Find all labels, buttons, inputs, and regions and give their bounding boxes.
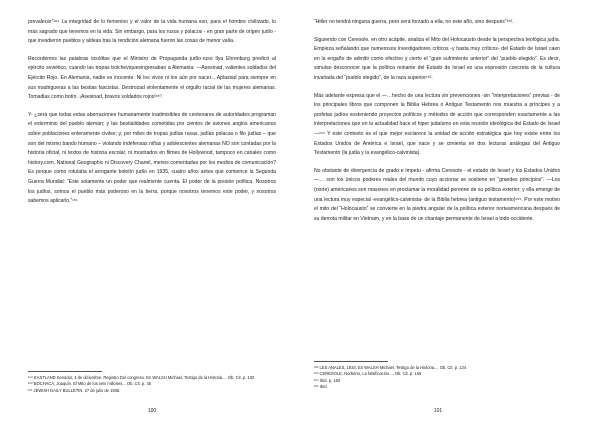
paragraph: Más adelante expresa que el —…hecho de una lectura sin prevenciones -sin “interpretaciones” previas - de los principales libros que componen la Biblia Hebrea o Antiguo Testamento nos muestra a príncipes y a profetas judíos sosteniendo proyectos políticos y métodos de acción que corresponden exactamente a las interpretaciones que en la actualidad hace el hiper judaísmo en esta reunión ideológica del Estado de Israel—¹⁵⁴ Y este contexto es el que mejor esclarece la unidad de acción estratégica que hoy existe entre los Estados Unidos de América e Israel, que nace y se cimienta en dos lecturas análogas del Antiguo Testamento (la judía y la evangélico-calvinista). — [314, 92, 560, 157]
footnote: ¹⁵⁵ Ibid. — [314, 384, 328, 390]
footnote: ¹⁵² LES ANALES, 1934. En WALSH Michael, Testigo de la Historia.... Ob. Cit. p. 134 — [314, 365, 467, 370]
footnote-divider — [314, 361, 388, 362]
paragraph: “Hitler no tendrá ninguna guerra, pero será forzado a ella, no este año, sino después”¹⁵². — [314, 19, 514, 25]
right-footnotes — [314, 365, 560, 391]
page-number: 101 — [433, 408, 443, 414]
paragraph: prevalecer”¹⁶⁹ La integridad de lo femenino y el valor de la vida humana son, para el hombre civilizado, lo más sagrado que tenemos en la vida. Sin embargo, para los rusos y polacos - en gran parte de origen judío - que invadieron pueblos y aldeas tras la rendición alemana fueron las cosas de menor valía. — [28, 19, 276, 45]
footnote: ¹⁵⁰ BOCHACA, Joaquín. El Mito de los seis millones... Ob. Cit. p. 45 — [28, 381, 152, 387]
paragraph: Siguiendo con Ceresole, en otro acápite, analiza el Mito del Holocausto desde la perspectiva teológica judía. Empieza señalando que numerosos investigadores críticos -y hasta muy críticos- del Estado de Israel caen en la engaño de admitir como efectivo y cierto el “gran sufrimiento anterior” del “pueblo elegido”. Es decir, simulan desconocer que la política reinante del Estado de Israel es una expresión concreta de la cultura invariada del “pueblo elegido”, de la raza superior¹⁵³. — [314, 36, 560, 81]
page-number: 100 — [147, 408, 157, 414]
footnote: ¹⁵⁴ Ibid. p. 184 — [314, 377, 341, 383]
left-body-text — [28, 18, 276, 215]
paragraph: Y- ¿será que todas estas aberraciones humanamente inadmisibles de centenares de autoridades programan el exterminio del pueblo alemán; y las bestialidades cometidas por cientos de aviones anglos americanos sobre poblaciones enteramente civiles; y, por miles de tropas judías rusas, judías polacas o filo judías – que son del mismo bando humano – violando indefensas niñas y adolescentes alemanas NO son contadas por la historia oficial, ni textos de historia escolar, ni mostrados en filmes de Hollywood, tampoco en canales como history.com, National Geographic ni Discovery Chanel, menos comentadas por los medios de comunicación? Es porque como rotulaba el arrogante boletín judío en 1935, cuatro años antes que comience la Segunda Guerra Mundial: “Este solamente un poder que realmente cuenta. El poder de la presión política. Nosotros los judíos, somos el pueblo más poderoso en la tierra, porque nosotros tenemos este poder, y nosotros sabemos aplicarlo.”¹⁵¹ — [28, 111, 276, 205]
footnote: ¹⁵³ CERESOLE, Norberto, La falsificación.... Ob. Cit. p. 166 — [314, 371, 422, 377]
footnote-divider — [28, 371, 102, 372]
footnote: ¹⁵¹ JEWISH DAILY BULLETIN, 27 de julio de 1935. — [28, 387, 121, 393]
right-page — [300, 0, 600, 424]
paragraph: Recordemos las palabras insólitas que el Ministro de Propaganda judío-ruso Ilya Ehrenburg predicó al ejército soviético, cuando las tropas bolcheviquesingresaban a Alemania: —Asesinad, valientes soldados del Ejército Rojo. En Alemania, nadie es inocente. Ni los vivos ni los aún por nacer... Aplastad para siempre en sus madrigueras a las bestias fascistas. Destrozad violentamente el orgullo racial de las mujeres alemanas. Tomadlas como botín. ¡Asesinad, bravos soldados rojos!¹⁵⁰. — [28, 55, 276, 101]
left-footnotes — [28, 375, 276, 394]
footnote: ¹⁴⁹ EASTLAND Senador, 4 de diciembre. Registro Del congreso. En WALSH Michael, Testigo de la Historia.... Ob. Cit. p. 132 — [28, 375, 255, 380]
paragraph: No obstante de divergencia de grado e ímpetu - afirma Ceresole - el estado de Israel y los Estados Unidos —… son los únicos poderes reales del mundo cuyo accionar se sostiene en “grandes principios”. —Los (norte) americanos son masones en proclamar la moralidad perenne de su política exterior; y ella emerge de una lectura muy especial -evangélico-calvinista- de la Biblia hebrea (antiguo testamento)¹⁵⁵. Por este motivo el mito del “Holocausto” se convierte en la piedra angular de la política exterior norteamericana después de su derrota militar en Vietnam, y en la base de un chantaje permanente de Israel a todo occidente. — [314, 167, 560, 222]
right-body-text — [314, 18, 560, 232]
